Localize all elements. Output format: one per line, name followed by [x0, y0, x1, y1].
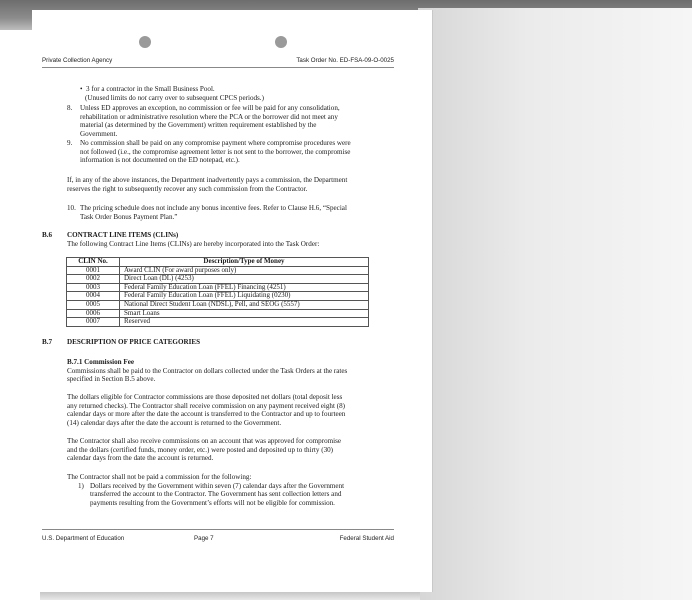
item-8-line: Unless ED approves an exception, no commission or fee will be paid for any consolidation, [80, 104, 340, 112]
clin-number: 0007 [67, 318, 120, 327]
item-8-line: material (as determined by the Government) written requirement established by the [80, 121, 317, 130]
clin-description: National Direct Student Loan (NDSL), Pell, and SEOG (5557) [120, 300, 369, 309]
clin-description: Smart Loans [120, 309, 369, 318]
commission-paragraph-line: specified in Section B.5 above. [67, 375, 156, 384]
section-b6-intro: The following Contract Line Items (CLINs) are hereby incorporated into the Task Order: [67, 239, 320, 248]
no-commission-intro: The Contractor shall not be paid a commission for the following: [67, 473, 252, 481]
exclusion-1-line: transferred the account to the Contractor. The Government has sent collection letters and [90, 490, 342, 499]
bullet-item: • 3 for a contractor in the Small Business Pool. [80, 85, 215, 93]
section-b6-number: B.6 [42, 231, 53, 239]
header-task-order: Task Order No. ED-FSA-09-O-0025 [296, 57, 394, 64]
exclusion-1-number: 1) [78, 481, 84, 490]
eligible-dollars-line: The dollars eligible for Contractor commissions are those deposited net dollars (total deposit less [67, 393, 343, 401]
recover-paragraph-line: If, in any of the above instances, the Department inadvertently pays a commission, the Department [67, 176, 348, 184]
recover-paragraph-line: reserves the right to subsequently recover any such commission from the Contractor. [67, 184, 308, 193]
clin-description: Award CLIN (For award purposes only) [120, 266, 369, 275]
clin-number: 0005 [67, 300, 120, 309]
item-10-line: Task Order Bonus Payment Plan.” [80, 212, 178, 221]
clin-description: Direct Loan (DL) (4253) [120, 275, 369, 284]
table-header-clin: CLIN No. [67, 258, 120, 267]
section-b7-number: B.7 [42, 338, 53, 346]
clin-description: Federal Family Education Loan (FFEL) Liquidating (0230) [120, 292, 369, 301]
eligible-dollars-line: any returned checks). The Contractor shall receive commission on any payment received eight (8) [67, 401, 346, 410]
clin-number: 0001 [67, 266, 120, 275]
item-9-line: No commission shall be paid on any compromise payment where compromise procedures were [80, 139, 351, 147]
item-10-number: 10. [67, 204, 76, 212]
punch-hole-icon [139, 36, 151, 48]
footer-page-number: Page 7 [194, 535, 214, 542]
eligible-dollars-line: (14) calendar days after the date the account is returned to the Government. [67, 418, 282, 427]
clin-number: 0004 [67, 292, 120, 301]
item-8-number: 8. [67, 104, 73, 112]
compromise-commission-line: The Contractor shall also receive commissions on an account that was approved for compromise [67, 437, 342, 445]
table-row [67, 266, 369, 275]
subsection-b71-title: B.7.1 Commission Fee [67, 358, 134, 366]
header-agency: Private Collection Agency [42, 57, 113, 64]
clin-number: 0003 [67, 283, 120, 292]
header-rule [42, 67, 394, 68]
table-header-description: Description/Type of Money [120, 258, 369, 267]
table-row [67, 300, 369, 309]
footer-rule [42, 529, 394, 530]
footer-department: U.S. Department of Education [42, 535, 125, 542]
item-9-number: 9. [67, 139, 73, 147]
clin-description: Federal Family Education Loan (FFEL) Financing (4251) [120, 283, 369, 292]
eligible-dollars-line: calendar days or more after the date the account is transferred to the Contractor and up to fourteen [67, 410, 346, 419]
section-b7-title: DESCRIPTION OF PRICE CATEGORIES [67, 338, 201, 346]
clin-description: Reserved [120, 318, 369, 327]
scan-background-right [418, 8, 692, 600]
footer-federal-student-aid: Federal Student Aid [339, 535, 394, 542]
document-page [32, 10, 432, 592]
punch-hole-icon [275, 36, 287, 48]
table-row [67, 318, 369, 327]
item-8-line: Government. [80, 129, 118, 138]
exclusion-1-line: payments resulting from the Government’s efforts will not be eligible for commission. [90, 498, 335, 507]
clin-number: 0002 [67, 275, 120, 284]
item-9-line: not followed (i.e., the compromise agreement letter is not sent to the borrower, the compromise [80, 147, 351, 156]
bullet-dot-icon: • [80, 85, 87, 93]
clin-table [66, 257, 369, 327]
compromise-commission-line: calendar days from the date the account is returned. [67, 454, 214, 463]
unused-limits-note: (Unused limits do not carry over to subsequent CPCS periods.) [85, 94, 264, 102]
item-8-line: rehabilitation or administrative resolution where the PCA or the borrower did not meet any [80, 112, 338, 121]
section-b6-title: CONTRACT LINE ITEMS (CLINs) [67, 231, 179, 239]
table-row [67, 275, 369, 284]
table-row [67, 309, 369, 318]
clin-number: 0006 [67, 309, 120, 318]
exclusion-1-line: Dollars received by the Government within seven (7) calendar days after the Government [90, 481, 345, 490]
compromise-commission-line: and the dollars (certified funds, money order, etc.) were posted and deposited up to thirty (30) [67, 445, 334, 454]
commission-paragraph-line: Commissions shall be paid to the Contractor on dollars collected under the Task Orders at the rates [67, 366, 348, 375]
table-header-row [67, 258, 369, 267]
item-9-line: information is not documented on the ED notepad, etc.). [80, 156, 240, 165]
item-10-line: The pricing schedule does not include any bonus incentive fees. Refer to Clause H.6, “Special [80, 204, 347, 212]
